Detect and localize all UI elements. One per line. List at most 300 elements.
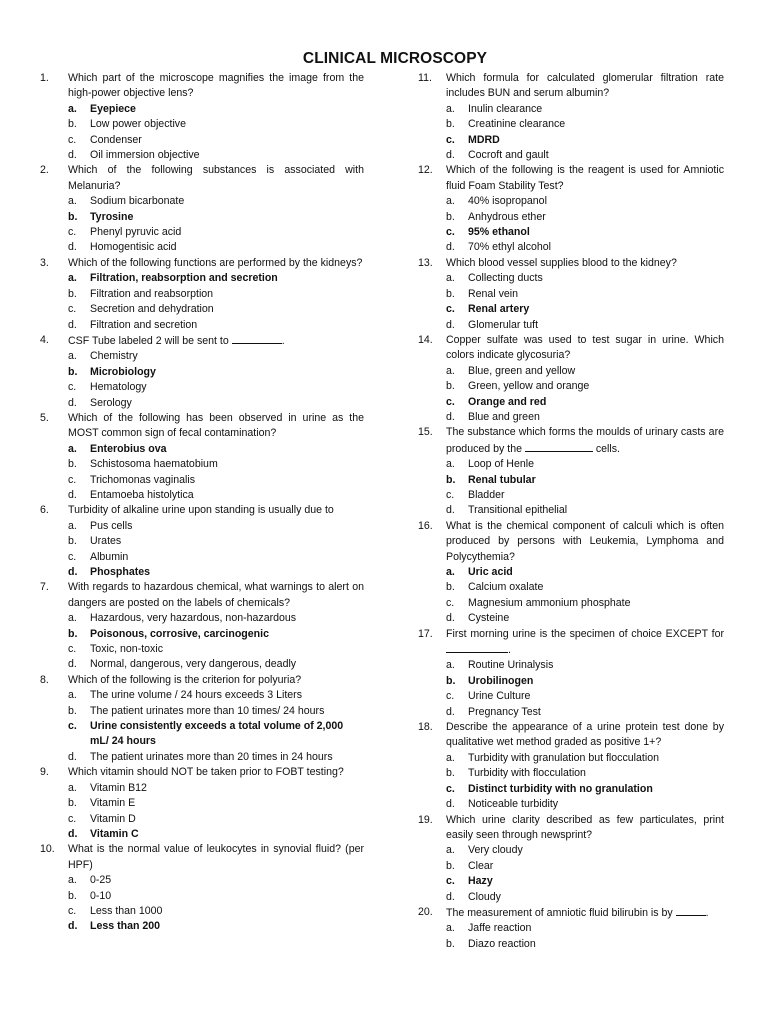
option-letter: b.	[446, 937, 455, 950]
question-text	[446, 905, 724, 921]
answer-option	[418, 410, 724, 425]
question-5	[40, 411, 364, 503]
option-text: Vitamin E	[90, 797, 136, 810]
question-15	[418, 425, 724, 518]
answer-option	[40, 657, 364, 672]
option-text: Urine consistently exceeds a total volume of 2,000 mL/ 24 hours	[90, 720, 344, 748]
option-letter: d.	[446, 504, 455, 517]
option-letter: d.	[68, 658, 77, 671]
question-stem	[418, 71, 724, 102]
answer-option	[418, 148, 724, 163]
answer-blank-line	[525, 441, 593, 452]
option-text: Glomerular tuft	[468, 318, 539, 331]
answer-option	[40, 550, 364, 565]
answer-option	[418, 658, 724, 673]
answer-option	[418, 843, 724, 858]
option-letter: b.	[446, 859, 455, 872]
question-number: 4.	[40, 333, 49, 346]
answer-option-correct	[40, 827, 364, 842]
question-text-main: What is the chemical component of calculi which is often produced by persons with Leukemia, Lymphoma and Polycythemia?	[446, 519, 724, 563]
option-letter: b.	[68, 797, 77, 810]
option-letter: c.	[68, 226, 77, 239]
answer-option	[418, 890, 724, 905]
option-text: Less than 200	[90, 920, 161, 933]
answer-option	[40, 380, 364, 395]
question-stem	[418, 256, 724, 271]
question-number: 15.	[418, 426, 433, 439]
question-12	[418, 163, 724, 255]
option-text: Normal, dangerous, very dangerous, deadly	[90, 658, 297, 671]
option-text: Pus cells	[90, 519, 133, 532]
question-text-main: Copper sulfate was used to test sugar in urine. Which colors indicate glycosuria?	[446, 333, 724, 362]
page-title: CLINICAL MICROSCOPY	[302, 50, 488, 67]
option-text: Renal tubular	[468, 473, 536, 486]
answer-option-correct	[418, 473, 724, 488]
option-text: Turbidity with granulation but flocculation	[468, 751, 659, 764]
question-13	[418, 256, 724, 333]
option-letter: c.	[68, 550, 77, 563]
option-text: Oil immersion objective	[90, 149, 200, 162]
question-text	[446, 71, 724, 102]
option-text: Hematology	[90, 381, 147, 394]
option-text: Distinct turbidity with no granulation	[468, 782, 653, 795]
option-text: Clear	[468, 859, 494, 872]
question-stem	[40, 333, 364, 349]
answer-option	[40, 781, 364, 796]
answer-option	[40, 534, 364, 549]
answer-option	[40, 302, 364, 317]
option-text: Cloudy	[468, 890, 501, 903]
question-text-main: Which of the following functions are performed by the kidneys?	[68, 256, 363, 269]
option-text: 95% ethanol	[468, 226, 530, 239]
answer-blank-line	[232, 333, 282, 344]
option-letter: a.	[446, 922, 455, 935]
answer-option-correct	[40, 627, 364, 642]
option-text: Uric acid	[468, 566, 513, 578]
option-letter: b.	[68, 458, 77, 471]
option-letter: d.	[68, 318, 77, 331]
answer-option	[40, 904, 364, 919]
option-letter: b.	[68, 535, 77, 548]
question-number: 20.	[418, 905, 433, 918]
answer-option-correct	[418, 395, 724, 410]
option-text: Vitamin B12	[90, 781, 147, 794]
answer-option	[418, 705, 724, 720]
option-letter: c.	[68, 381, 77, 394]
question-text-tail: .	[281, 334, 285, 347]
option-letter: a.	[68, 874, 77, 887]
option-letter: b.	[446, 118, 455, 131]
answer-option	[40, 796, 364, 811]
question-text	[68, 842, 364, 873]
answer-option	[40, 133, 364, 148]
option-text: Filtration and reabsorption	[90, 287, 214, 300]
answer-option	[40, 611, 364, 626]
answer-option	[40, 488, 364, 503]
question-text	[446, 163, 724, 194]
question-text-main: Describe the appearance of a urine protein test done by qualitative wet method graded as positive 1+?	[446, 721, 724, 749]
answer-option	[418, 194, 724, 209]
question-text	[68, 163, 364, 194]
option-letter: c.	[68, 812, 77, 825]
option-letter: c.	[446, 303, 455, 316]
answer-option	[40, 318, 364, 333]
answer-option	[40, 148, 364, 163]
option-letter: b.	[446, 380, 455, 393]
option-letter: d.	[446, 318, 455, 331]
option-text: Sodium bicarbonate	[90, 195, 185, 208]
option-letter: d.	[446, 149, 455, 162]
question-19	[418, 813, 724, 905]
question-text	[446, 425, 724, 457]
question-2	[40, 163, 364, 255]
question-number: 1.	[40, 72, 49, 84]
answer-blank-line	[446, 642, 508, 653]
question-number: 6.	[40, 504, 49, 517]
option-letter: d.	[446, 410, 455, 423]
answer-option	[40, 642, 364, 657]
question-stem	[40, 765, 364, 780]
option-text: Vitamin C	[90, 827, 139, 840]
option-text: Blue and green	[468, 410, 540, 423]
question-stem	[40, 842, 364, 873]
question-text-main: Which formula for calculated glomerular filtration rate includes BUN and serum albumin?	[446, 72, 724, 100]
question-9	[40, 765, 364, 842]
question-text	[446, 519, 724, 565]
option-text: 0-10	[90, 889, 112, 902]
option-text: Phenyl pyruvic acid	[90, 226, 182, 239]
option-text: Condenser	[90, 133, 142, 146]
answer-option	[418, 240, 724, 255]
answer-option-correct	[40, 442, 364, 457]
option-text: Magnesium ammonium phosphate	[468, 596, 631, 609]
option-letter: b.	[446, 210, 455, 223]
option-letter: a.	[68, 195, 77, 208]
answer-option	[418, 937, 724, 952]
option-text: Serology	[90, 396, 132, 409]
answer-option	[418, 488, 724, 503]
option-letter: a.	[446, 659, 455, 672]
option-text: Albumin	[90, 550, 129, 563]
question-text-tail: cells.	[592, 442, 621, 455]
option-letter: d.	[446, 612, 455, 625]
question-text	[68, 503, 364, 518]
question-text-main: Which of the following has been observed in urine as the MOST common sign of fecal contamination?	[68, 411, 364, 440]
option-text: Blue, green and yellow	[468, 364, 576, 377]
question-stem	[40, 503, 364, 518]
answer-option-correct	[418, 225, 724, 240]
answer-option	[40, 396, 364, 411]
question-text	[446, 813, 724, 844]
option-letter: c.	[446, 133, 455, 146]
option-text: Noticeable turbidity	[468, 798, 559, 811]
answer-option-correct	[40, 719, 364, 750]
answer-option	[418, 797, 724, 812]
question-18	[418, 720, 724, 812]
question-stem	[40, 411, 364, 442]
question-text-main: Which of the following is the criterion for polyuria?	[68, 673, 302, 686]
option-letter: d.	[68, 396, 77, 409]
question-number: 9.	[40, 766, 49, 779]
question-number: 2.	[40, 164, 49, 177]
option-text: Toxic, non-toxic	[90, 643, 164, 656]
answer-option	[418, 596, 724, 611]
right-column	[418, 71, 724, 952]
option-text: Poisonous, corrosive, carcinogenic	[90, 627, 269, 640]
answer-option	[40, 873, 364, 888]
question-text-main: Which of the following substances is associated with Melanuria?	[68, 164, 364, 192]
option-letter: a.	[446, 364, 455, 377]
answer-option	[40, 812, 364, 827]
option-text: Entamoeba histolytica	[90, 488, 194, 501]
option-letter: b.	[68, 210, 78, 223]
answer-option	[418, 611, 724, 626]
question-4	[40, 333, 364, 411]
option-text: 0-25	[90, 874, 112, 887]
question-text-main: CSF Tube labeled 2 will be sent to	[68, 334, 232, 347]
question-10	[40, 842, 364, 934]
option-letter: c.	[446, 875, 455, 888]
option-letter: a.	[68, 612, 77, 625]
option-letter: c.	[68, 303, 77, 316]
option-text: Creatinine clearance	[468, 118, 566, 131]
option-letter: b.	[68, 889, 77, 902]
question-8	[40, 673, 364, 765]
option-text: Low power objective	[90, 118, 186, 131]
answer-option-correct	[40, 919, 364, 934]
option-text: Loop of Henle	[468, 458, 534, 471]
question-number: 14.	[418, 333, 433, 346]
option-text: The patient urinates more than 10 times/ 24 hours	[90, 704, 325, 717]
answer-option-correct	[418, 874, 724, 889]
answer-option	[418, 921, 724, 936]
option-letter: d.	[68, 566, 78, 578]
option-text: Filtration, reabsorption and secretion	[90, 272, 278, 285]
answer-option-correct	[40, 102, 364, 117]
question-number: 17.	[418, 627, 433, 640]
question-stem	[418, 720, 724, 751]
option-text: Cysteine	[468, 612, 510, 625]
option-letter: c.	[446, 690, 455, 703]
option-text: Orange and red	[468, 395, 547, 408]
answer-option-correct	[40, 271, 364, 286]
left-column	[40, 71, 364, 935]
option-text: Diazo reaction	[468, 937, 536, 950]
answer-option	[40, 688, 364, 703]
question-number: 7.	[40, 581, 49, 594]
answer-option	[40, 194, 364, 209]
answer-option	[418, 751, 724, 766]
question-number: 3.	[40, 256, 49, 269]
option-text: Bladder	[468, 488, 505, 501]
option-letter: a.	[68, 442, 77, 455]
question-text-main: What is the normal value of leukocytes in synovial fluid? (per HPF)	[68, 843, 364, 871]
option-letter: d.	[68, 827, 78, 840]
option-text: Enterobius ova	[90, 442, 167, 455]
option-text: Collecting ducts	[468, 272, 543, 285]
option-letter: c.	[446, 488, 455, 501]
option-text: Anhydrous ether	[468, 210, 546, 223]
question-6	[40, 503, 364, 580]
answer-option	[418, 580, 724, 595]
question-text-main: Which urine clarity described as few particulates, print easily seen through newsprint?	[446, 813, 724, 841]
question-text-main: Turbidity of alkaline urine upon standing is usually due to	[68, 504, 334, 517]
answer-option	[40, 117, 364, 132]
option-letter: a.	[68, 272, 77, 285]
answer-option	[418, 271, 724, 286]
option-letter: b.	[446, 674, 456, 687]
option-letter: d.	[446, 241, 455, 254]
option-letter: b.	[446, 767, 455, 780]
answer-option-correct	[418, 674, 724, 689]
question-text	[68, 411, 364, 442]
option-letter: a.	[446, 844, 455, 857]
option-text: MDRD	[468, 133, 500, 146]
question-text-main: The substance which forms the moulds of urinary casts are produced by the	[446, 426, 724, 455]
question-16	[418, 519, 724, 627]
answer-option	[40, 889, 364, 904]
option-letter: a.	[68, 350, 77, 363]
answer-option	[40, 750, 364, 765]
answer-option	[418, 287, 724, 302]
option-text: Green, yellow and orange	[468, 380, 590, 393]
option-text: Jaffe reaction	[468, 922, 532, 935]
option-letter: b.	[446, 473, 456, 486]
option-text: Pregnancy Test	[468, 705, 541, 718]
question-14	[418, 333, 724, 425]
option-text: Inulin clearance	[468, 102, 543, 115]
answer-option	[40, 225, 364, 240]
option-text: Transitional epithelial	[468, 504, 568, 517]
option-letter: b.	[68, 365, 78, 378]
question-text-main: Which of the following is the reagent is used for Amniotic fluid Foam Stability Test?	[446, 164, 724, 192]
option-letter: d.	[446, 705, 455, 718]
question-text-main: The measurement of amniotic fluid bilirubin is by	[446, 906, 676, 919]
question-text	[446, 720, 724, 751]
question-text-main: First morning urine is the specimen of choice EXCEPT for	[446, 627, 724, 640]
answer-blank-line	[676, 905, 706, 916]
question-stem	[418, 163, 724, 194]
answer-option	[418, 457, 724, 472]
answer-option	[418, 689, 724, 704]
option-text: 70% ethyl alcohol	[468, 241, 552, 254]
option-text: Filtration and secretion	[90, 318, 198, 331]
option-letter: c.	[68, 133, 77, 146]
option-text: Renal artery	[468, 303, 530, 316]
question-text-tail: .	[705, 906, 709, 919]
option-letter: a.	[446, 458, 455, 471]
question-stem	[418, 905, 724, 921]
option-letter: a.	[446, 102, 455, 115]
answer-option	[40, 349, 364, 364]
option-letter: a.	[446, 566, 455, 578]
option-letter: a.	[68, 102, 77, 115]
option-text: Secretion and dehydration	[90, 303, 214, 316]
answer-option-correct	[418, 133, 724, 148]
option-text: The patient urinates more than 20 times in 24 hours	[90, 750, 333, 763]
option-letter: a.	[68, 781, 77, 794]
question-17	[418, 627, 724, 720]
question-text-main: Which blood vessel supplies blood to the kidney?	[446, 256, 677, 269]
option-letter: d.	[446, 890, 455, 903]
question-stem	[418, 627, 724, 659]
answer-option	[418, 102, 724, 117]
question-text-main: Which vitamin should NOT be taken prior to FOBT testing?	[68, 766, 344, 779]
option-text: Schistosoma haematobium	[90, 458, 218, 471]
question-stem	[40, 163, 364, 194]
question-number: 12.	[418, 164, 433, 177]
question-20	[418, 905, 724, 952]
option-letter: b.	[68, 287, 77, 300]
option-letter: c.	[68, 643, 77, 656]
option-text: Microbiology	[90, 365, 156, 378]
option-letter: d.	[68, 488, 77, 501]
option-text: Hazy	[468, 875, 493, 888]
option-letter: d.	[68, 750, 77, 763]
option-text: Cocroft and gault	[468, 149, 549, 162]
option-text: Renal vein	[468, 287, 519, 300]
answer-option	[40, 287, 364, 302]
option-letter: d.	[68, 241, 77, 254]
answer-option	[418, 859, 724, 874]
answer-option	[418, 117, 724, 132]
answer-option	[418, 503, 724, 518]
option-letter: c.	[446, 596, 455, 609]
option-letter: a.	[446, 751, 455, 764]
question-number: 11.	[418, 72, 432, 84]
option-text: Urobilinogen	[468, 674, 534, 687]
question-number: 16.	[418, 519, 433, 532]
answer-option-correct	[40, 565, 364, 580]
answer-option	[418, 210, 724, 225]
answer-option-correct	[418, 782, 724, 797]
answer-option	[418, 318, 724, 333]
option-text: Trichomonas vaginalis	[90, 473, 196, 486]
option-letter: a.	[68, 519, 77, 532]
answer-option	[40, 519, 364, 534]
question-number: 5.	[40, 411, 49, 424]
question-7	[40, 580, 364, 672]
option-text: Routine Urinalysis	[468, 659, 554, 672]
question-stem	[418, 333, 724, 364]
question-text	[68, 580, 364, 611]
answer-option	[40, 457, 364, 472]
question-stem	[418, 519, 724, 565]
option-letter: c.	[446, 782, 455, 795]
answer-option-correct	[40, 365, 364, 380]
question-text	[68, 673, 364, 688]
option-letter: a.	[446, 195, 455, 208]
option-text: The urine volume / 24 hours exceeds 3 Liters	[90, 689, 302, 702]
option-text: Chemistry	[90, 350, 138, 363]
question-text	[68, 333, 364, 349]
answer-option	[418, 379, 724, 394]
option-letter: c.	[68, 473, 77, 486]
option-text: 40% isopropanol	[468, 195, 547, 208]
question-number: 13.	[418, 256, 433, 269]
option-text: Very cloudy	[468, 844, 523, 857]
option-letter: b.	[446, 287, 455, 300]
option-letter: b.	[68, 704, 77, 717]
option-letter: a.	[446, 272, 455, 285]
option-letter: d.	[68, 149, 77, 162]
question-3	[40, 256, 364, 333]
answer-option-correct	[418, 302, 724, 317]
option-text: Calcium oxalate	[468, 581, 544, 594]
question-text-main: With regards to hazardous chemical, what warnings to alert on dangers are posted on the labels of chemicals?	[68, 581, 364, 609]
option-letter: b.	[446, 581, 455, 594]
option-letter: a.	[68, 689, 77, 702]
